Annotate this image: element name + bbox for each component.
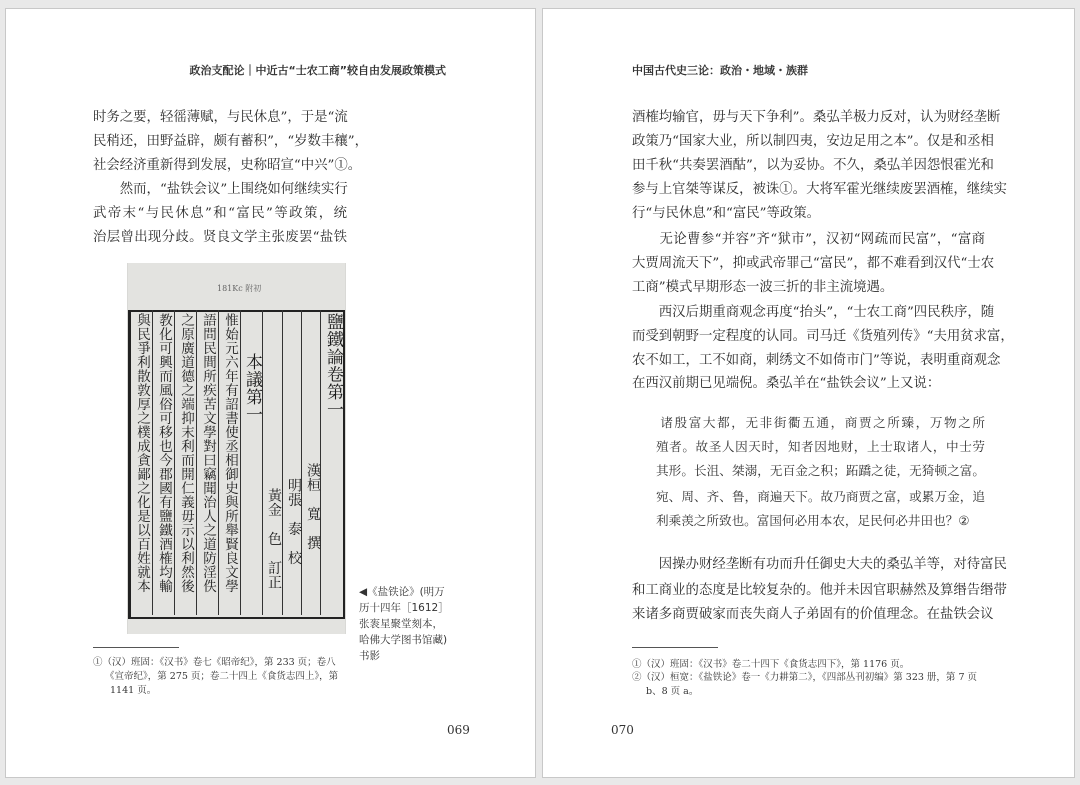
print-column: 教化可興而風俗可移也今郡國有鹽鐵酒榷均輸 [156,313,172,593]
body-line: 来诸多商贾破家而丧失商人子弟固有的价值理念。在盐铁会议 [632,607,994,622]
print-column: 黃金 色 訂正 [266,488,282,590]
footnote-rule [632,647,718,648]
body-line: 大贾周流天下”，抑或武帝罪己“富民”，都不难看到汉代“士农 [632,256,995,271]
print-column: 語問民間所疾苦文學對曰竊聞治人之道防淫佚 [200,313,216,593]
print-column: 鹽鐵論卷第一 [323,313,343,418]
footnote-line: 1141 页。 [110,685,157,696]
block-quote-line: 宛、周、齐、鲁，商遍天下。故乃商贾之富，或累万金，追 [656,489,985,504]
print-column: 與民爭利散敦厚之樸成貪鄙之化是以百姓就本 [134,313,150,593]
body-line: 政策乃“国家大业，所以制四夷，安边足用之本”。仅是和丞相 [632,134,994,149]
footnote-line: b、8 页 a。 [646,686,699,697]
footnote-line: ①（汉）班固：《汉书》卷二十四下《食货志四下》，第 1176 页。 [632,659,910,670]
body-line: 因操办财经垄断有功而升任御史大夫的桑弘羊等，对待富民 [632,557,1007,572]
print-column: 之原廣道德之端抑末利而開仁義毋示以利然後 [178,313,194,593]
running-header: 政治支配论｜中近古“士农工商”较自由发展政策模式 [189,64,446,77]
figure-caption: ◀《盐铁论》(明万历十四年［1612］张袠星聚堂刻本，哈佛大学图书馆藏)书影 [359,586,449,662]
footnote-line: ②（汉）桓宽：《盐铁论》卷一《力耕第二》，《四部丛刊初编》第 323 册，第 7 页 [632,672,978,683]
print-column: 本議第一 [242,353,262,423]
footnote-rule [93,647,179,648]
body-line: 治层曾出现分歧。贤良文学主张废罢“盐铁 [93,230,347,245]
body-line: 武帝末“与民休息”和“富民”等政策，统 [93,206,347,221]
print-column: 漢桓 寬 撰 [305,463,321,550]
body-line: 而受到朝野一定程度的认同。司马迁《货殖列传》“夫用贫求富， [632,329,1014,344]
block-quote-line: 殖者。故圣人因天时，知者因地财，上士取诸人，中士劳 [656,439,985,454]
body-line: 田千秋“共奏罢酒酤”，以为妥协。不久，桑弘羊因怨恨霍光和 [632,158,994,173]
body-line: 农不如工，工不如商，刺绣文不如倚市门”等说，表明重商观念 [632,353,1001,368]
woodblock-print-image [127,263,346,634]
footnote-line: 《宣帝纪》，第 275 页；卷二十四上《食货志四上》，第 [105,671,339,682]
body-line: 民稍还，田野益辟，颇有蓄积”，“岁数丰穰”， [93,134,368,149]
body-line: 和工商业的态度是比较复杂的。他并未因官职赫然及算缗告缗带 [632,583,1007,598]
body-line: 工商”模式早期形态一波三折的非主流境遇。 [632,280,894,295]
body-line: 社会经济重新得到发展，史称昭宣“中兴”①。 [93,158,362,173]
right-page [542,8,1075,778]
body-line: 时务之要，轻徭薄赋，与民休息”，于是“流 [93,110,348,125]
body-line: 无论曹参“并容”齐“狱市”，汉初“网疏而民富”，“富商 [632,232,985,247]
body-line: 然而，“盐铁会议”上围绕如何继续实行 [93,182,348,197]
left-page [5,8,536,778]
running-header: 中国古代史三论：政治・地域・族群 [632,64,808,77]
page-number: 069 [447,723,470,737]
body-line: 行“与民休息”和“富民”等政策。 [632,206,821,221]
body-line: 西汉后期重商观念再度“抬头”，“士农工商”四民秩序，随 [632,305,995,320]
body-line: 参与上官桀等谋反，被诛①。大将军霍光继续废罢酒榷，继续实 [632,182,1007,197]
body-line: 酒榷均输官，毋与天下争利”。桑弘羊极力反对，认为财经垄断 [632,110,1001,125]
print-column: 明張 泰 校 [286,478,302,565]
body-line: 在西汉前期已见端倪。桑弘羊在“盐铁会议”上又说： [632,376,941,391]
print-column: 惟始元六年有詔書使丞相御史與所舉賢良文學 [222,313,238,593]
block-quote-line: 利乘羡之所致也。富国何必用本农，足民何必井田也？② [656,513,970,528]
block-quote-line: 诸殷富大都，无非街衢五通，商贾之所臻，万物之所 [632,415,985,430]
catalog-note: 181Kc 附初 [217,284,262,293]
block-quote-line: 其形。长沮、桀溺，无百金之积；跖蹻之徒，无猗顿之富。 [656,463,985,478]
page-number: 070 [611,723,634,737]
footnote-line: ①（汉）班固：《汉书》卷七《昭帝纪》，第 233 页；卷八 [93,657,336,668]
